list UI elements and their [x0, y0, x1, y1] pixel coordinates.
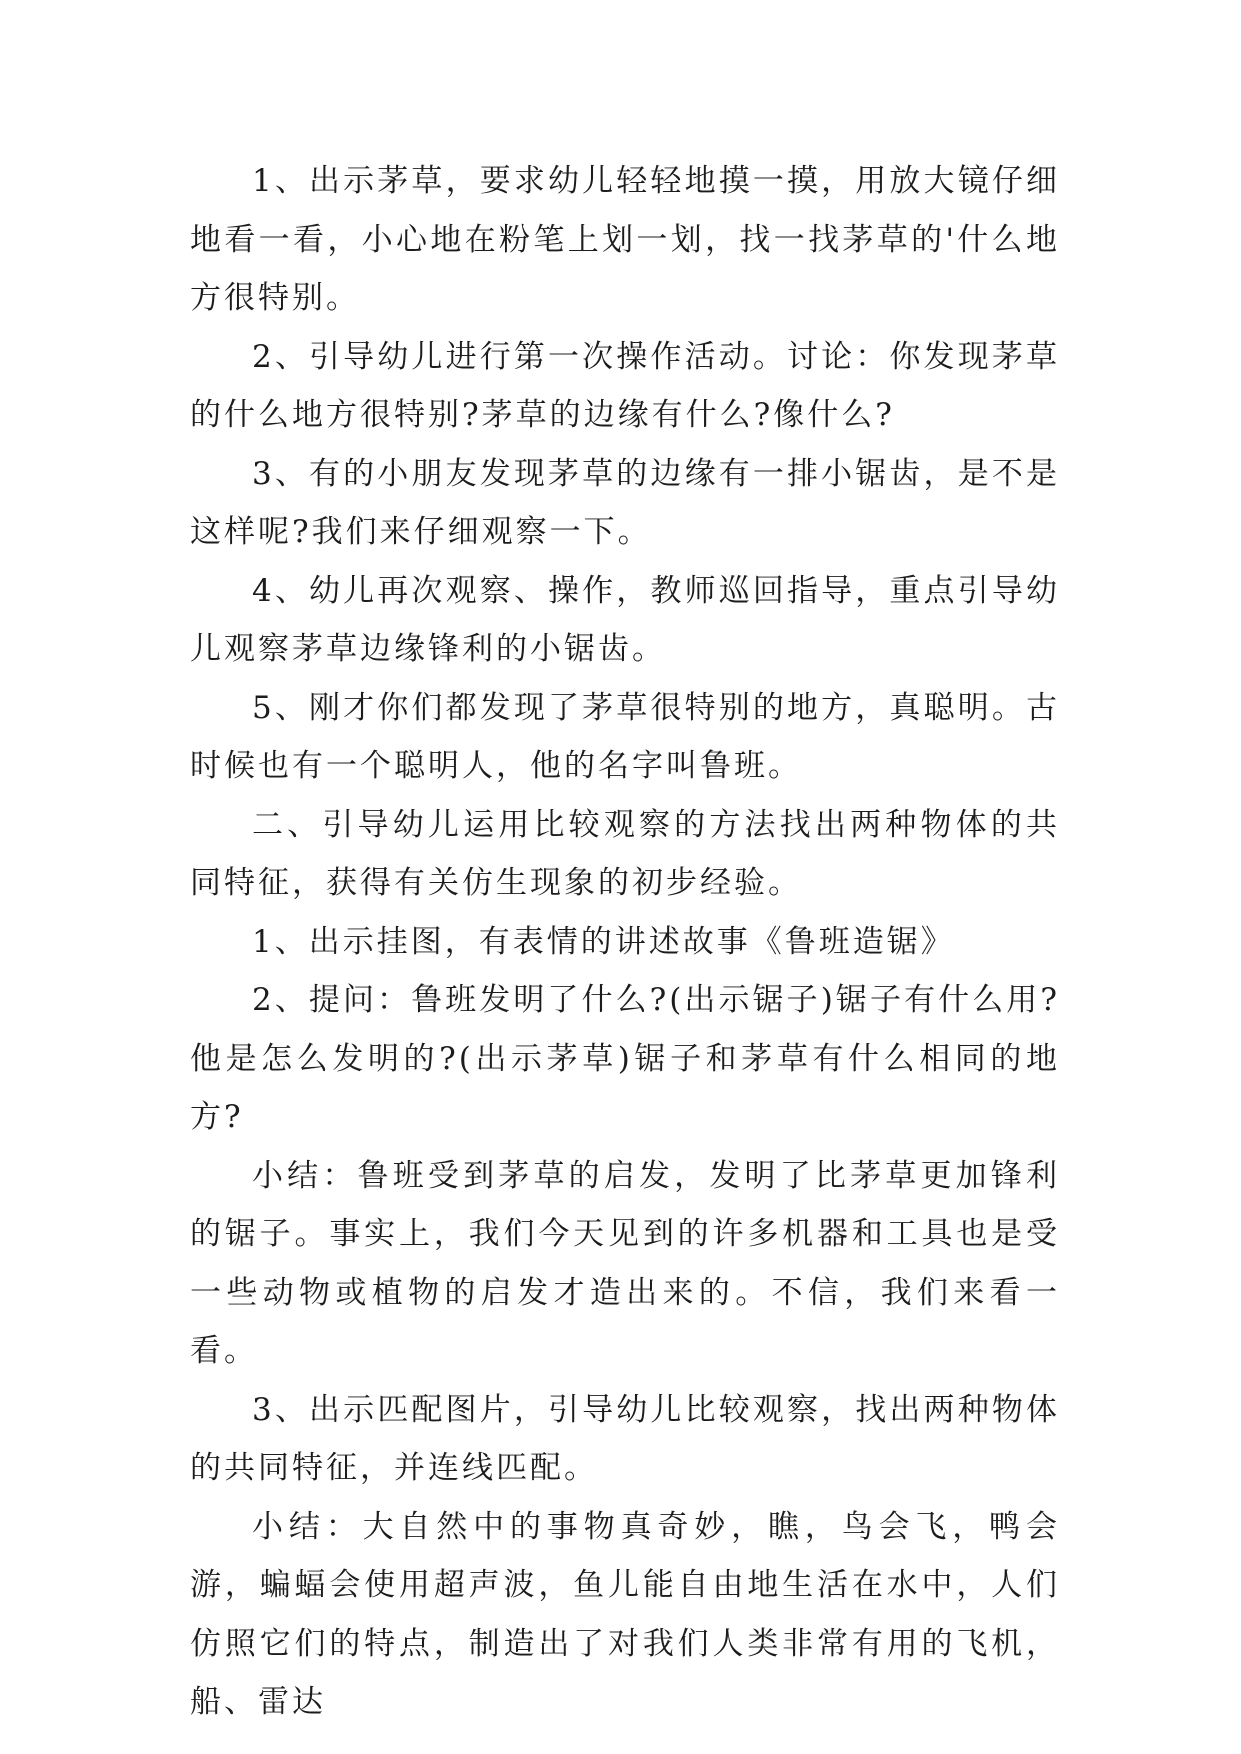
paragraph-3: 3、有的小朋友发现茅草的边缘有一排小锯齿，是不是这样呢?我们来仔细观察一下。	[190, 455, 1060, 550]
paragraph-6: 1、出示挂图，有表情的讲述故事《鲁班造锯》	[252, 923, 955, 960]
document-page	[190, 152, 1060, 1732]
paragraph-5: 5、刚才你们都发现了茅草很特别的地方，真聪明。古时候也有一个聪明人，他的名字叫鲁班。	[190, 689, 1060, 784]
paragraph-1: 1、出示茅草，要求幼儿轻轻地摸一摸，用放大镜仔细地看一看，小心地在粉笔上划一划，找一找茅草的'什么地方很特别。	[190, 163, 1060, 316]
paragraph-2: 2、引导幼儿进行第一次操作活动。讨论：你发现茅草的什么地方很特别?茅草的边缘有什么?像什么?	[190, 338, 1060, 433]
section-heading-2: 二、引导幼儿运用比较观察的方法找出两种物体的共同特征，获得有关仿生现象的初步经验。	[190, 806, 1060, 901]
summary-1: 小结：鲁班受到茅草的启发，发明了比茅草更加锋利的锯子。事实上，我们今天见到的许多机器和工具也是受一些动物或植物的启发才造出来的。不信，我们来看一看。	[190, 1157, 1060, 1369]
paragraph-8: 3、出示匹配图片，引导幼儿比较观察，找出两种物体的共同特征，并连线匹配。	[190, 1391, 1060, 1486]
paragraph-7: 2、提问：鲁班发明了什么?(出示锯子)锯子有什么用?他是怎么发明的?(出示茅草)锯子和茅草有什么相同的地方?	[190, 982, 1060, 1135]
paragraph-4: 4、幼儿再次观察、操作，教师巡回指导，重点引导幼儿观察茅草边缘锋利的小锯齿。	[190, 572, 1060, 667]
summary-2: 小结：大自然中的事物真奇妙，瞧，鸟会飞，鸭会游，蝙蝠会使用超声波，鱼儿能自由地生活在水中，人们仿照它们的特点，制造出了对我们人类非常有用的飞机，船、雷达	[190, 1508, 1060, 1720]
